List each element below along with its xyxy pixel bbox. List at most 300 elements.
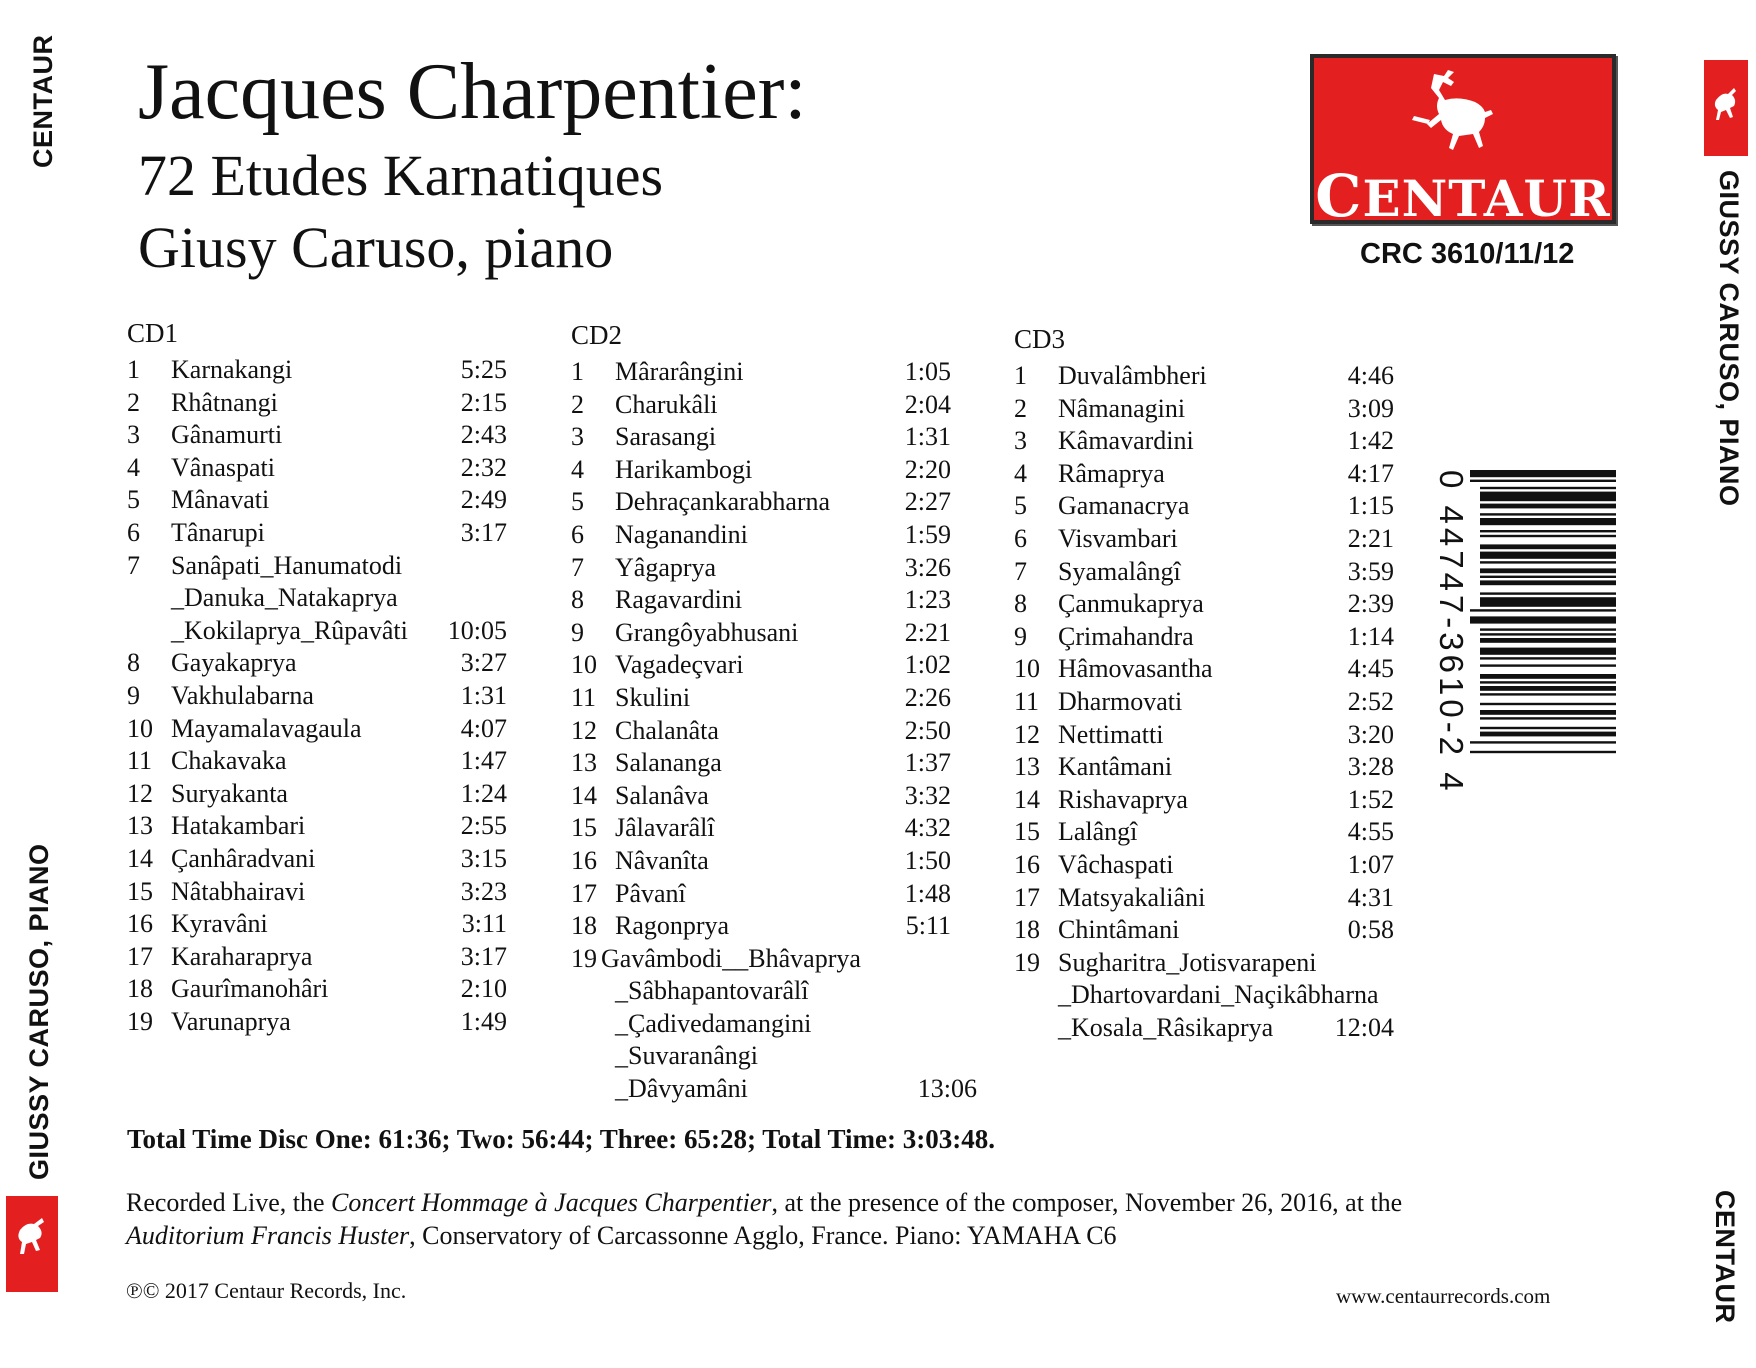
track-row	[1014, 719, 1404, 752]
barcode-bar	[1480, 686, 1616, 691]
track-row	[571, 910, 961, 943]
barcode-bar	[1480, 727, 1616, 729]
track-row	[571, 389, 961, 422]
track-number: 15	[1014, 817, 1040, 847]
recording-notes-text: Recorded Live, the	[126, 1188, 332, 1217]
barcode-bar	[1480, 592, 1616, 594]
track-duration: 1:49	[460, 1006, 507, 1036]
spine-right-label-top: GIUSSY CARUSO, PIANO	[1714, 170, 1744, 507]
composer-title: Jacques Charpentier:	[138, 48, 807, 136]
track-row	[1014, 979, 1404, 1012]
track-row	[1014, 360, 1404, 393]
track-row	[571, 943, 961, 976]
concert-title: Concert Hommage à Jacques Charpentier	[331, 1188, 772, 1217]
cd2-heading: CD2	[571, 320, 623, 350]
track-title: Nâtabhairavi	[171, 876, 306, 906]
track-title: Ragonprya	[615, 911, 730, 941]
track-row	[1014, 686, 1404, 719]
track-title: Karnakangi	[171, 355, 293, 384]
track-number: 7	[127, 550, 140, 580]
track-title: Gavâmbodi__Bhâvaprya	[601, 943, 861, 973]
barcode-bar	[1480, 638, 1616, 643]
track-row	[127, 778, 517, 811]
barcode-bar	[1470, 609, 1616, 611]
track-title: Salanâva	[615, 780, 709, 810]
spine-left-label-bottom: GIUSSY CARUSO, PIANO	[24, 843, 54, 1180]
track-duration: 3:20	[1347, 719, 1394, 749]
track-row	[127, 941, 517, 974]
track-row	[1014, 947, 1404, 980]
track-number: 18	[571, 911, 597, 941]
track-duration: 3:11	[461, 909, 507, 939]
track-title: Naganandini	[615, 519, 748, 549]
track-duration: 3:15	[460, 843, 507, 873]
track-number: 2	[571, 389, 584, 419]
cd2-track-rows	[571, 356, 977, 1106]
track-row	[127, 354, 517, 387]
barcode-bar	[1480, 703, 1616, 705]
track-title: Visvambari	[1058, 523, 1178, 553]
track-duration: 4:32	[904, 813, 951, 843]
track-row	[1014, 490, 1404, 523]
track-number: 6	[571, 519, 584, 549]
barcode-bar	[1480, 597, 1616, 607]
track-row	[571, 812, 961, 845]
track-title: Jâlavarâlî	[615, 813, 715, 843]
track-row	[127, 419, 517, 452]
track-duration: 5:11	[905, 911, 951, 941]
cd3-tracklist	[1014, 324, 1404, 1044]
barcode-bar	[1480, 674, 1616, 679]
performer-title: Giusy Caruso, piano	[138, 215, 614, 280]
barcode-bar	[1480, 504, 1616, 509]
track-row	[1014, 653, 1404, 686]
track-number: 11	[127, 746, 153, 776]
track-number: 3	[127, 420, 140, 450]
track-number: 14	[1014, 784, 1040, 814]
track-duration: 1:50	[904, 845, 951, 875]
track-title: Sanâpati_Hanumatodi	[171, 550, 403, 580]
barcode-bar	[1470, 470, 1616, 477]
track-duration: 1:47	[460, 746, 507, 776]
track-duration: 3:09	[1347, 393, 1394, 423]
track-title: Nâvanîta	[615, 845, 709, 875]
track-row	[127, 973, 517, 1006]
track-number: 9	[1014, 621, 1027, 651]
work-title: 72 Etudes Karnatiques	[138, 143, 664, 208]
copyright-notice: ℗© 2017 Centaur Records, Inc.	[126, 1278, 407, 1303]
track-number: 4	[571, 454, 584, 484]
track-number: 1	[571, 357, 584, 386]
track-duration: 2:55	[460, 811, 507, 841]
track-row	[571, 421, 961, 454]
track-title: Salananga	[615, 748, 722, 778]
track-row	[571, 1073, 977, 1106]
track-number: 16	[571, 845, 597, 875]
track-number: 10	[1014, 654, 1040, 684]
track-title: Pâvanî	[615, 878, 686, 908]
recording-notes-text: , at the presence of the composer, November 26, 2016, at the	[771, 1188, 1403, 1217]
track-number: 1	[127, 355, 140, 384]
cd1-tracklist	[127, 318, 517, 1038]
track-row	[571, 682, 961, 715]
track-title: Sarasangi	[615, 422, 717, 452]
track-title: Çanmukaprya	[1058, 589, 1204, 619]
barcode-bar	[1480, 552, 1616, 559]
track-title: Chintâmani	[1058, 915, 1180, 945]
recording-notes	[126, 1186, 1426, 1252]
track-duration: 2:32	[460, 452, 507, 482]
track-duration: 3:59	[1347, 556, 1394, 586]
track-number: 17	[571, 878, 597, 908]
track-duration: 1:14	[1347, 621, 1394, 651]
track-title: Kâmavardini	[1058, 426, 1194, 456]
track-row	[571, 486, 961, 519]
track-title: Vâchaspati	[1058, 849, 1174, 879]
album-title-block	[138, 44, 807, 284]
track-row	[127, 810, 517, 843]
track-duration: 1:24	[460, 778, 507, 808]
track-row	[1014, 816, 1404, 849]
track-duration: 3:27	[460, 648, 507, 678]
track-row	[1014, 425, 1404, 458]
spine-right-logo	[1704, 60, 1748, 156]
barcode-bar	[1480, 487, 1616, 489]
barcode-bar	[1480, 693, 1616, 695]
track-row	[571, 649, 961, 682]
track-title: Skulini	[615, 682, 691, 712]
barcode-bar	[1480, 681, 1616, 683]
track-number: 8	[1014, 589, 1027, 619]
track-title: Lalângî	[1058, 817, 1138, 847]
track-title: Gayakaprya	[171, 648, 297, 678]
cd1-track-rows	[127, 354, 517, 1038]
track-number: 11	[1014, 686, 1040, 716]
centaur-logo	[1310, 54, 1616, 230]
track-duration: 4:17	[1347, 458, 1394, 488]
track-number: 18	[127, 974, 153, 1004]
track-duration: 3:17	[460, 517, 507, 547]
track-number: 10	[127, 713, 153, 743]
track-number: 2	[1014, 393, 1027, 423]
barcode-bar	[1480, 492, 1616, 502]
track-duration: 1:42	[1347, 426, 1394, 456]
track-title: Gamanacrya	[1058, 491, 1190, 521]
barcode-bar	[1480, 544, 1616, 549]
centaur-archer-icon	[1314, 60, 1612, 160]
barcode-bar	[1480, 628, 1616, 630]
track-duration: 2:52	[1347, 686, 1394, 716]
track-title: Matsyakaliâni	[1058, 882, 1206, 912]
track-number: 14	[127, 843, 153, 873]
barcode-bar	[1480, 576, 1616, 578]
track-number: 3	[1014, 426, 1027, 456]
track-duration: 4:31	[1347, 882, 1394, 912]
barcode-bar	[1480, 648, 1616, 655]
track-row	[1014, 588, 1404, 621]
track-number: 19	[127, 1006, 153, 1036]
track-title: Gânamurti	[171, 420, 283, 450]
track-title: Dharmovati	[1058, 686, 1183, 716]
track-duration: 2:10	[460, 974, 507, 1004]
track-duration: 4:55	[1347, 817, 1394, 847]
track-duration: 2:04	[904, 389, 951, 419]
track-row	[1014, 849, 1404, 882]
track-duration: 10:05	[447, 615, 507, 645]
centaur-horse-icon	[1704, 60, 1748, 156]
track-number: 13	[571, 748, 597, 778]
track-number: 5	[1014, 491, 1027, 521]
track-duration: 1:15	[1347, 491, 1394, 521]
track-number: 17	[1014, 882, 1040, 912]
track-row	[1014, 523, 1404, 556]
track-duration: 13:06	[917, 1074, 977, 1104]
track-title: Suryakanta	[171, 778, 288, 808]
track-number: 9	[127, 680, 140, 710]
barcode-bar	[1480, 710, 1616, 715]
barcode-bar	[1480, 580, 1616, 585]
track-row	[571, 584, 961, 617]
track-duration: 2:49	[460, 485, 507, 515]
track-number: 9	[571, 617, 584, 647]
track-row	[127, 908, 517, 941]
total-time: Total Time Disc One: 61:36; Two: 56:44; Three: 65:28; Total Time: 3:03:48.	[127, 1124, 995, 1154]
track-row	[571, 1008, 961, 1041]
track-title: Charukâli	[615, 389, 718, 419]
cd1-heading: CD1	[127, 318, 179, 348]
track-number: 16	[1014, 849, 1040, 879]
track-number: 7	[571, 552, 584, 582]
track-row	[571, 878, 961, 911]
track-title: Nettimatti	[1058, 719, 1164, 749]
barcode-digits: 0 44747-3610-2 4	[1433, 470, 1470, 795]
track-number: 13	[127, 811, 153, 841]
track-title: Hatakambari	[171, 811, 306, 841]
track-title: Rhâtnangi	[171, 387, 278, 417]
track-title: _Dhartovardani_Naçikâbharna	[1058, 980, 1379, 1010]
barcode-bar	[1480, 518, 1616, 525]
track-duration: 1:31	[460, 680, 507, 710]
centaur-wordmark	[1314, 162, 1612, 230]
barcode-bar	[1480, 717, 1616, 719]
track-title: Mânavati	[171, 485, 270, 515]
track-row	[1014, 784, 1404, 817]
track-row	[1014, 393, 1404, 426]
track-title: Mayamalavagaula	[171, 713, 362, 743]
cd3-heading: CD3	[1014, 324, 1066, 354]
track-duration: 1:37	[904, 748, 951, 778]
track-duration: 3:26	[904, 552, 951, 582]
track-row	[1014, 556, 1404, 589]
track-duration: 4:45	[1347, 654, 1394, 684]
track-title: Sugharitra_Jotisvarapeni	[1058, 947, 1317, 977]
track-row	[127, 713, 517, 746]
track-number: 10	[571, 650, 597, 680]
track-row	[127, 550, 517, 583]
track-number: 7	[1014, 556, 1027, 586]
track-duration: 1:31	[904, 422, 951, 452]
track-title: _Kokilaprya_Rûpavâti	[171, 615, 408, 645]
track-title: Hâmovasantha	[1058, 654, 1213, 684]
track-duration: 1:59	[904, 519, 951, 549]
track-row	[127, 745, 517, 778]
track-duration: 2:26	[904, 682, 951, 712]
barcode-bar	[1480, 535, 1616, 537]
track-number: 6	[127, 517, 140, 547]
track-duration: 0:58	[1347, 915, 1394, 945]
track-number: 6	[1014, 523, 1027, 553]
cd3-track-rows	[1014, 360, 1404, 1044]
recording-notes-text: , Conservatory of Carcassonne Agglo, France. Piano: YAMAHA C6	[409, 1221, 1117, 1250]
track-number: 5	[127, 485, 140, 515]
barcode	[1436, 470, 1616, 880]
track-row	[1014, 621, 1404, 654]
track-row	[127, 876, 517, 909]
track-title: Nâmanagini	[1058, 393, 1186, 423]
logo-first-letter: C	[1315, 162, 1363, 230]
barcode-bar	[1480, 664, 1616, 666]
track-duration: 2:20	[904, 454, 951, 484]
barcode-bar	[1480, 568, 1616, 573]
track-title: Tânarupi	[171, 517, 265, 547]
track-row	[571, 454, 961, 487]
track-number: 3	[571, 422, 584, 452]
venue-name: Auditorium Francis Huster	[126, 1221, 410, 1250]
track-title: Karaharaprya	[171, 941, 313, 971]
track-title: Yâgaprya	[615, 552, 717, 582]
track-title: Vakhulabarna	[171, 680, 314, 710]
track-duration: 2:27	[904, 487, 951, 517]
track-row	[571, 975, 961, 1008]
barcode-bar	[1480, 732, 1616, 737]
track-row	[127, 582, 517, 615]
track-number: 19	[1014, 947, 1040, 977]
track-duration: 2:21	[1347, 523, 1394, 553]
track-row	[571, 780, 961, 813]
track-title: Vânaspati	[171, 452, 275, 482]
track-title: _Dâvyamâni	[615, 1074, 748, 1104]
track-duration: 1:23	[904, 585, 951, 615]
track-row	[571, 747, 961, 780]
centaur-horse-icon	[6, 1196, 58, 1292]
track-title: _Çadivedamangini	[615, 1008, 812, 1038]
catalog-number: CRC 3610/11/12	[1360, 238, 1575, 270]
cd2-tracklist	[571, 320, 977, 1106]
track-duration: 2:15	[460, 387, 507, 417]
spine-left-label-top: CENTAUR	[28, 34, 58, 168]
track-title: Mârarângini	[615, 357, 744, 386]
track-title: Dehraçankarabharna	[615, 487, 831, 517]
track-row	[127, 615, 517, 648]
track-row	[127, 517, 517, 550]
track-title: _Danuka_Natakaprya	[171, 583, 398, 613]
track-row	[1014, 1012, 1404, 1045]
track-title: _Sâbhapantovarâlî	[615, 976, 809, 1006]
track-duration: 4:46	[1347, 361, 1394, 390]
track-row	[127, 452, 517, 485]
track-row	[127, 680, 517, 713]
track-row	[571, 552, 961, 585]
track-duration: 3:28	[1347, 752, 1394, 782]
barcode-bar	[1480, 561, 1616, 563]
track-row	[571, 1040, 961, 1073]
track-number: 4	[127, 452, 140, 482]
barcode-bar	[1480, 513, 1616, 515]
track-duration: 1:05	[904, 357, 951, 386]
track-row	[571, 845, 961, 878]
track-title: Grangôyabhusani	[615, 617, 799, 647]
track-duration: 2:39	[1347, 589, 1394, 619]
track-title: Vagadeçvari	[615, 650, 744, 680]
track-duration: 1:52	[1347, 784, 1394, 814]
track-title: Çrimahandra	[1058, 621, 1194, 651]
track-duration: 3:17	[460, 941, 507, 971]
track-duration: 1:07	[1347, 849, 1394, 879]
track-row	[1014, 914, 1404, 947]
track-number: 17	[127, 941, 153, 971]
track-row	[1014, 751, 1404, 784]
website-url: www.centaurrecords.com	[1336, 1284, 1551, 1308]
track-number: 4	[1014, 458, 1027, 488]
track-number: 16	[127, 909, 153, 939]
track-duration: 1:02	[904, 650, 951, 680]
track-row	[1014, 882, 1404, 915]
track-title: Varunaprya	[171, 1006, 291, 1036]
track-duration: 3:23	[460, 876, 507, 906]
logo-rest-letters: ENTAUR	[1362, 169, 1611, 228]
track-number: 2	[127, 387, 140, 417]
track-number: 8	[127, 648, 140, 678]
track-number: 11	[571, 682, 597, 712]
track-duration: 2:21	[904, 617, 951, 647]
track-title: Chalanâta	[615, 715, 719, 745]
track-duration: 3:32	[904, 780, 951, 810]
track-row	[571, 715, 961, 748]
track-number: 14	[571, 780, 597, 810]
track-row	[571, 519, 961, 552]
track-row	[127, 484, 517, 517]
track-title: Kantâmani	[1058, 752, 1173, 782]
track-title: Chakavaka	[171, 746, 287, 776]
track-duration: 2:43	[460, 420, 507, 450]
barcode-bar	[1480, 530, 1616, 532]
track-number: 12	[571, 715, 597, 745]
track-duration: 1:48	[904, 878, 951, 908]
track-duration: 12:04	[1334, 1012, 1394, 1042]
track-row	[127, 387, 517, 420]
track-row	[571, 356, 961, 389]
track-row	[127, 647, 517, 680]
track-title: _Kosala_Râsikaprya	[1058, 1012, 1274, 1042]
track-title: Duvalâmbheri	[1058, 361, 1207, 390]
track-number: 13	[1014, 752, 1040, 782]
track-title: Ragavardini	[615, 585, 743, 615]
track-row	[571, 617, 961, 650]
track-number: 15	[127, 876, 153, 906]
track-duration: 4:07	[460, 713, 507, 743]
track-row	[127, 1006, 517, 1039]
track-number: 12	[127, 778, 153, 808]
track-title: Syamalângî	[1058, 556, 1181, 586]
track-duration: 5:25	[460, 355, 507, 384]
track-row	[127, 843, 517, 876]
track-title: Râmaprya	[1058, 458, 1165, 488]
barcode-bar	[1480, 633, 1616, 635]
track-number: 15	[571, 813, 597, 843]
track-number: 5	[571, 487, 584, 517]
track-title: _Suvaranângi	[615, 1041, 758, 1071]
track-number: 12	[1014, 719, 1040, 749]
